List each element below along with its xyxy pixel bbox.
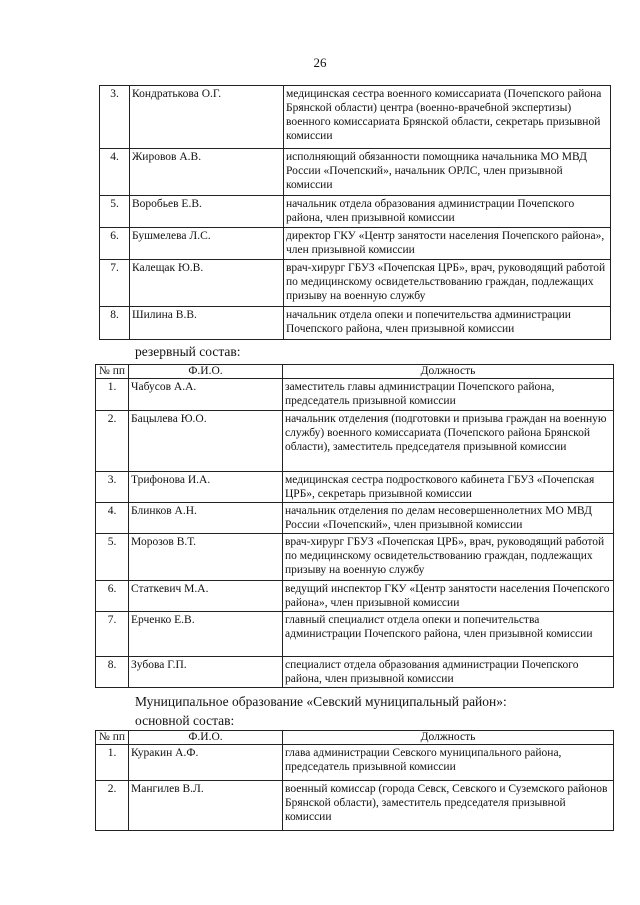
- row-number: 7.: [96, 612, 129, 657]
- row-position: начальник отделения по делам несовершеннолетних МО МВД России «Почепский», член призывной комиссии: [283, 503, 614, 534]
- table-row: [96, 781, 614, 831]
- row-name: Воробьев Е.В.: [130, 196, 284, 228]
- row-position: начальник отдела образования администрации Почепского района, член призывной комиссии: [284, 196, 611, 228]
- header-name: Ф.И.О.: [129, 731, 283, 745]
- table-row: [96, 581, 614, 612]
- row-name: Калещак Ю.В.: [130, 260, 284, 307]
- table-row: [96, 657, 614, 688]
- row-name: Куракин А.Ф.: [129, 745, 283, 781]
- table-row: [96, 411, 614, 472]
- row-position: специалист отдела образования администрации Почепского района, член призывной комиссии: [283, 657, 614, 688]
- row-name: Зубова Г.П.: [129, 657, 283, 688]
- row-position: заместитель главы администрации Почепского района, председатель призывной комиссии: [283, 379, 614, 411]
- row-name: Шилина В.В.: [130, 307, 284, 340]
- table-header-row: [96, 365, 614, 379]
- table-row: [100, 307, 611, 340]
- table-row: [100, 196, 611, 228]
- row-number: 1.: [96, 745, 129, 781]
- row-position: врач-хирург ГБУЗ «Почепская ЦРБ», врач, руководящий работой по медицинскому освидетельствованию граждан, подлежащих призыву на военную службу: [284, 260, 611, 307]
- table-reserve-composition: [95, 364, 614, 688]
- row-position: начальник отдела опеки и попечительства администрации Почепского района, член призывной комиссии: [284, 307, 611, 340]
- municipality-caption: Муниципальное образование «Севский муниципальный район»:: [135, 694, 507, 709]
- table-row: [96, 534, 614, 581]
- header-position: Должность: [283, 365, 614, 379]
- row-number: 6.: [100, 228, 130, 260]
- row-position: врач-хирург ГБУЗ «Почепская ЦРБ», врач, руководящий работой по медицинскому освидетельствованию граждан, подлежащих призыву на военную службу: [283, 534, 614, 581]
- row-number: 5.: [96, 534, 129, 581]
- header-name: Ф.И.О.: [129, 365, 283, 379]
- table-row: [96, 472, 614, 503]
- row-name: Бацылева Ю.О.: [129, 411, 283, 472]
- row-position: военный комиссар (города Севск, Севского и Суземского районов Брянской области), заместитель председателя призывной комиссии: [283, 781, 614, 831]
- table-main-composition-continued: [99, 85, 611, 340]
- reserve-composition-caption: резервный состав:: [135, 344, 241, 359]
- main-composition-caption: основной состав:: [135, 713, 235, 728]
- row-name: Блинков А.Н.: [129, 503, 283, 534]
- table-row: [100, 260, 611, 307]
- page-number: 26: [313, 55, 327, 70]
- row-position: медицинская сестра подросткового кабинета ГБУЗ «Почепская ЦРБ», секретарь призывной комиссии: [283, 472, 614, 503]
- table-row: [96, 379, 614, 411]
- row-number: 4.: [100, 149, 130, 196]
- row-position: исполняющий обязанности помощника начальника МО МВД России «Почепский», начальник ОРЛС, член призывной комиссии: [284, 149, 611, 196]
- row-name: Бушмелева Л.С.: [130, 228, 284, 260]
- row-position: директор ГКУ «Центр занятости населения Почепского района», член призывной комиссии: [284, 228, 611, 260]
- row-number: 7.: [100, 260, 130, 307]
- table-header-row: [96, 731, 614, 745]
- table-row: [100, 86, 611, 149]
- row-name: Чабусов А.А.: [129, 379, 283, 411]
- table-row: [96, 503, 614, 534]
- row-name: Трифонова И.А.: [129, 472, 283, 503]
- row-name: Статкевич М.А.: [129, 581, 283, 612]
- row-name: Ерченко Е.В.: [129, 612, 283, 657]
- table-row: [96, 612, 614, 657]
- row-name: Кондратькова О.Г.: [130, 86, 284, 149]
- table-row: [100, 149, 611, 196]
- row-number: 3.: [100, 86, 130, 149]
- row-position: начальник отделения (подготовки и призыва граждан на военную службу) военного комиссариата (Почепского района Брянской области), заместитель председателя призывной комиссии: [283, 411, 614, 472]
- row-number: 8.: [100, 307, 130, 340]
- header-number: № пп: [96, 731, 129, 745]
- row-number: 6.: [96, 581, 129, 612]
- row-position: медицинская сестра военного комиссариата (Почепского района Брянской области) центра (военно-врачебной экспертизы) военного комиссариата Брянской области, секретарь призывной комиссии: [284, 86, 611, 149]
- row-number: 2.: [96, 781, 129, 831]
- header-position: Должность: [283, 731, 614, 745]
- row-name: Мангилев В.Л.: [129, 781, 283, 831]
- row-position: ведущий инспектор ГКУ «Центр занятости населения Почепского района», член призывной комиссии: [283, 581, 614, 612]
- row-number: 2.: [96, 411, 129, 472]
- row-position: глава администрации Севского муниципального района, председатель призывной комиссии: [283, 745, 614, 781]
- row-name: Жировов А.В.: [130, 149, 284, 196]
- row-name: Морозов В.Т.: [129, 534, 283, 581]
- table-row: [96, 745, 614, 781]
- row-number: 5.: [100, 196, 130, 228]
- table-row: [100, 228, 611, 260]
- row-number: 3.: [96, 472, 129, 503]
- row-number: 4.: [96, 503, 129, 534]
- table-sevsky-main-composition: [95, 730, 614, 831]
- header-number: № пп: [96, 365, 129, 379]
- row-number: 1.: [96, 379, 129, 411]
- row-number: 8.: [96, 657, 129, 688]
- row-position: главный специалист отдела опеки и попечительства администрации Почепского района, член призывной комиссии: [283, 612, 614, 657]
